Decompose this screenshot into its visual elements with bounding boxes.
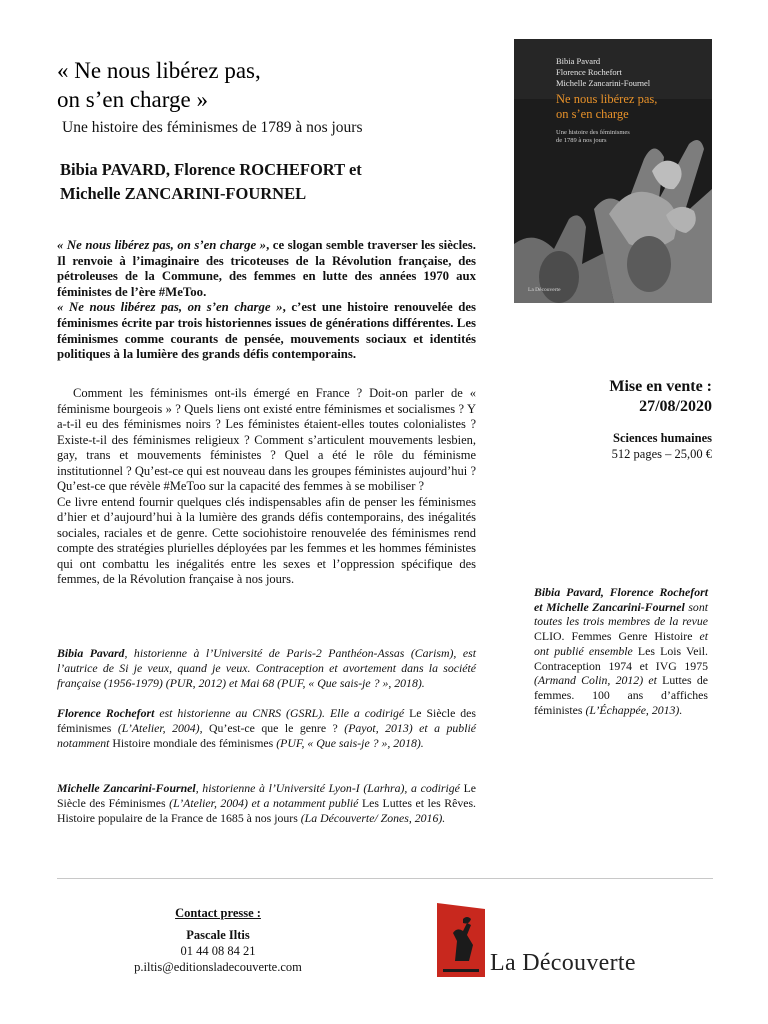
subtitle: Une histoire des féminismes de 1789 à nos jours — [62, 119, 363, 136]
contact-heading: Contact presse : — [175, 906, 261, 920]
intro-paragraph-1 — [57, 238, 476, 300]
intro-paragraphs — [57, 238, 476, 363]
body-text — [57, 386, 476, 588]
cover-subtitle-2: de 1789 à nos jours — [556, 137, 607, 144]
bio-rochefort: Florence Rochefort est historienne au CNRS (GSRL). Elle a codirigé Le Siècle des féminismes (L’Atelier, 2004), Qu’est-ce que le genre ? (Payot, 2013) et a publié notamment Histoire mondiale des féminismes (PUF, « Que sais-je ? », 2018). — [57, 706, 476, 750]
contact-email[interactable]: p.iltis@editionsladecouverte.com — [134, 960, 302, 974]
cover-title-1: Ne nous libérez pas, — [556, 92, 658, 106]
page-title — [57, 56, 477, 114]
bio-zancarini-fournel: Michelle Zancarini-Fournel, historienne à l’Université Lyon-I (Larhra), a codirigé Le Siècle des Féminismes (L’Atelier, 2004) et a notamment publié Les Luttes et les Rêves. Histoire populaire de la France de 1685 à nos jours (La Découverte/ Zones, 2016). — [57, 781, 477, 825]
intro-text-1: , ce slogan semble traverser les siècles. Il renvoie à l’imaginaire des tricoteuses de la Révolution française, des pétroleuses de la Commune, des femmes en lutte des années 1970 aux féministes de l’ère #MeToo. — [57, 238, 476, 299]
sale-label: Mise en vente : — [609, 378, 712, 395]
intro-quote-1: « Ne nous libérez pas, on s’en charge » — [57, 238, 267, 252]
title-line-2: on s’en charge » — [57, 87, 208, 112]
book-category: Sciences humaines — [613, 431, 712, 445]
title-line-1: « Ne nous libérez pas, — [57, 58, 261, 83]
sidebar-names: Bibia Pavard, Florence Rochefort et Michelle Zancarini-Fournel — [534, 585, 708, 614]
publisher-logo-text: La Découverte — [490, 950, 636, 976]
cover-illustration — [514, 39, 712, 303]
cover-author-2: Florence Rochefort — [556, 67, 622, 77]
intro-paragraph-2 — [57, 300, 476, 362]
cover-author-1: Bibia Pavard — [556, 56, 601, 66]
bio-pavard: Bibia Pavard, historienne à l’Université de Paris-2 Panthéon-Assas (Carism), est l’autrice de Si je veux, quand je veux. Contraception et avortement dans la société française (1956-1979) (PUR, 2012) et Mai 68 (PUF, « Que sais-je ? », 2018). — [57, 646, 477, 690]
authors-sidebar: Bibia Pavard, Florence Rochefort et Michelle Zancarini-Fournel sont toutes les trois membres de la revue CLIO. Femmes Genre Histoire et ont publié ensemble Les Lois Veil. Contraception 1974 et IVG 1975 (Armand Colin, 2012) et Luttes de femmes. 100 ans d’affiches féministes (L’Échappée, 2013). — [534, 585, 709, 717]
book-cover — [514, 39, 712, 303]
bio-name: Michelle Zancarini-Fournel — [57, 781, 196, 795]
cover-publisher: La Découverte — [528, 287, 561, 293]
intro-text-2: , c’est une histoire renouvelée des féminismes écrite par trois historiennes issues de générations différentes. Les féminismes comme courants de pensée, mouvements sociaux et identités politiques à la lumière des grands défis contemporains. — [57, 300, 476, 362]
authors-line-1: Bibia PAVARD, Florence ROCHEFORT et — [60, 160, 362, 179]
intro-quote-2: « Ne nous libérez pas, on s’en charge » — [57, 300, 283, 315]
sale-date: 27/08/2020 — [639, 398, 712, 415]
footer-divider — [57, 878, 713, 879]
authors-line-2: Michelle ZANCARINI-FOURNEL — [60, 184, 307, 203]
contact-name: Pascale Iltis — [186, 928, 250, 942]
authors — [60, 158, 480, 206]
body-paragraph-2: Ce livre entend fournir quelques clés indispensables afin de penser les féminismes d’hier et d’aujourd’hui à la lumière des grands défis contemporains, des inégalités sociales, raciales et de genre. Cette sociohistoire renouvelée des féminismes rend compte des stratégies plurielles déployées par les femmes et les hommes féministes qui ont combattu les inégalités entre les sexes et l’oppression spécifique des femmes, de la Révolution française à nos jours. — [57, 494, 476, 586]
body-paragraph-1: Comment les féminismes ont-ils émergé en France ? Doit-on parler de « féminisme bourgeois » ? Quels liens ont existé entre féminismes et socialismes ? Y a-t-il eu des féminismes noirs ? Les féministes étaient-elles toutes colonialistes ? Existe-t-il des féminismes religieux ? Comment s’articulent mouvements lesbien, gay, trans et mouvements féministes ? Quel a été le rôle du féminisme institutionnel ? Qu’est-ce qui est nouveau dans les groupes féministes aujourd’hui ? Qu’est-ce que révèle #MeToo sur la capacité des femmes à se mobiliser ? — [57, 386, 476, 493]
press-contact — [108, 905, 328, 975]
book-details: 512 pages – 25,00 € — [611, 447, 712, 461]
cover-subtitle-1: Une histoire des féminismes — [556, 129, 630, 136]
bio-name: Florence Rochefort — [57, 706, 155, 720]
cover-title-2: on s’en charge — [556, 107, 629, 121]
contact-phone: 01 44 08 84 21 — [180, 944, 256, 958]
cover-author-3: Michelle Zancarini-Fournel — [556, 78, 651, 88]
bio-name: Bibia Pavard — [57, 646, 125, 660]
sale-date-block — [540, 377, 712, 417]
book-metadata — [540, 430, 712, 462]
